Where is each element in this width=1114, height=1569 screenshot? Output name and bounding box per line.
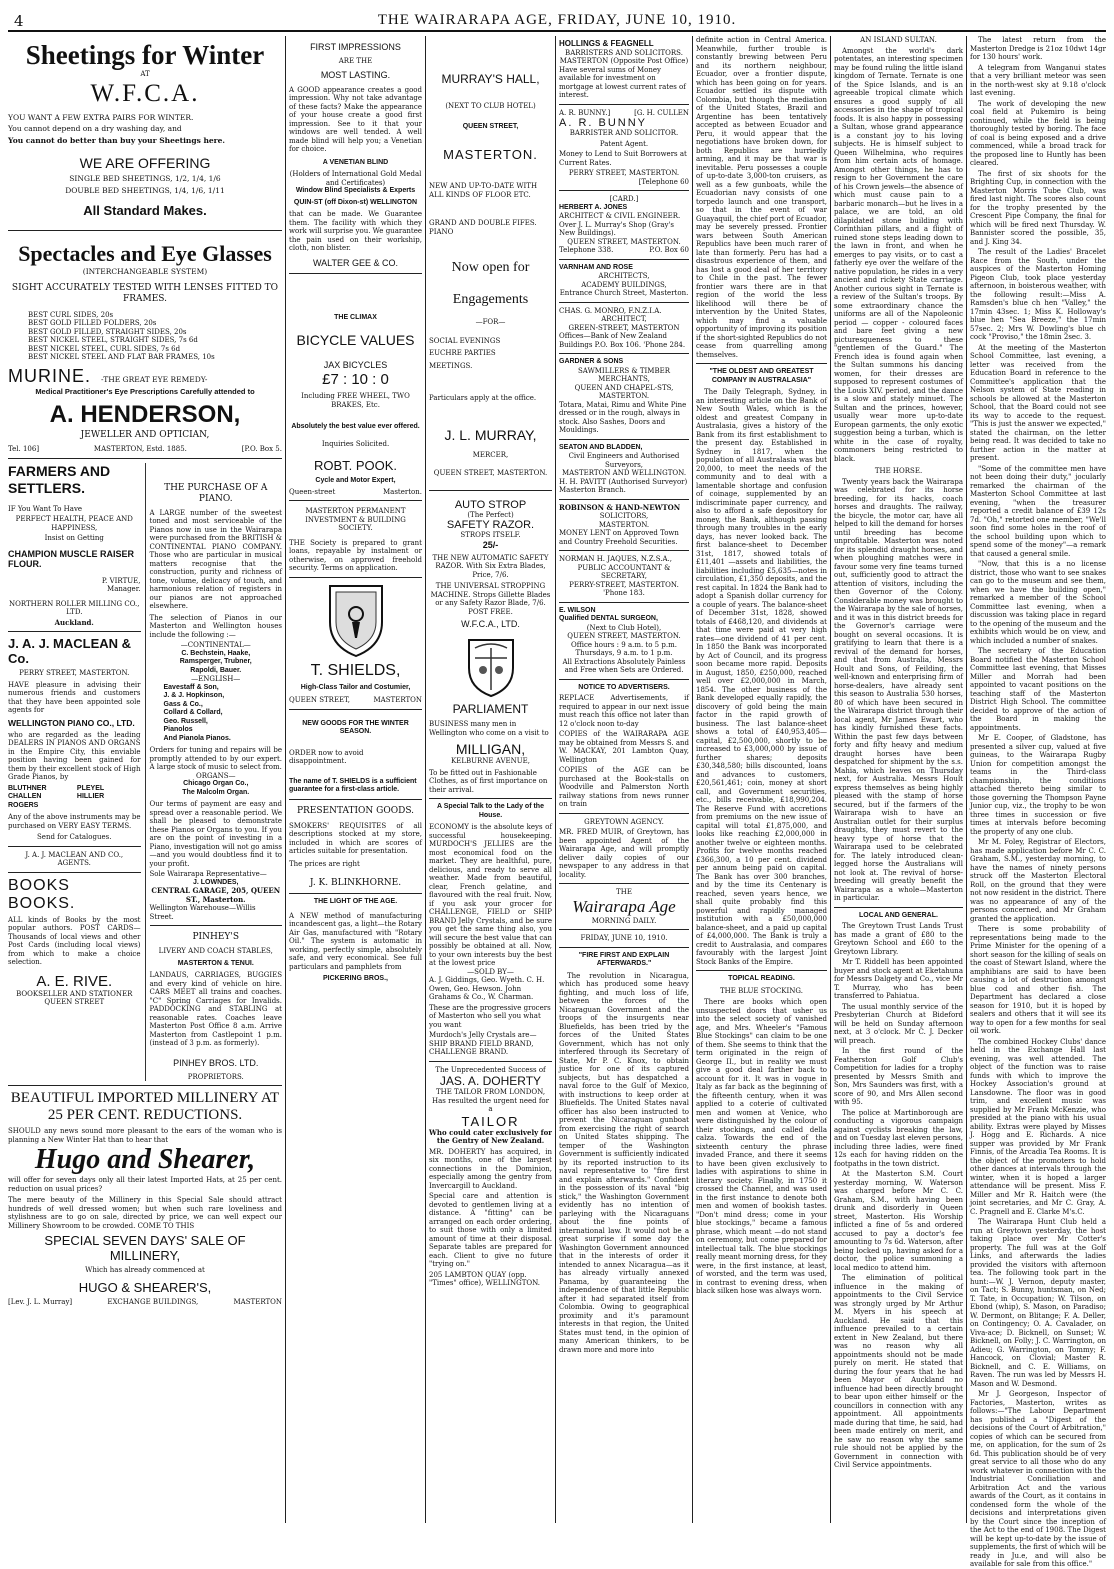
ad-text: (NEXT TO CLUB HOTEL) [445, 102, 536, 110]
ad-text: AT [140, 70, 150, 78]
column-rule [830, 36, 831, 1523]
ad-text: Wellington Warehouse—Willis Street. [149, 904, 256, 921]
ad-text: A GOOD appearance creates a good impression. Why not take advantage of these facts? Make the appearance of your house create a good first impression. See to it that your windows are well tended. A well made blind will help you; a Venetian for choice. [289, 85, 422, 153]
ad-text: Medical Practitioner's Eye Prescriptions Carefully attended to [35, 386, 255, 396]
column-rule [692, 36, 693, 1523]
ad-text: QUEEN STREET, MASTERTON. [567, 237, 681, 246]
ad-text: MASTERTON. [598, 520, 650, 529]
ad-text: PERRY STREET, MASTERTON. [19, 669, 130, 677]
article-text: Amongst the world's dark potentates, an interesting specimen may be found ruling the little island kingdom of Ternate. Ternate is one of the Spice Islands, and is an agreeable tropical climate which ensures a good supply of all accessories in the shape of tropical foods. It is also happy in possessing a Sultan, whose grand appearance is a constant joy to his loving subjects. He is himself subject to Queen Wilhelmina, who requires from him certain acts of homage. Amongst other things, he has to resign to her Government the care of his Crown jewels—the absence of which must cause pain to a barbaric monarch—but he lives in a palace, we are told, an old dilapidated stone building with Corinthian pillars, and a flight of ruined stone steps leading down to the lawn in front, and when he emerges to pay visits, or to cast a fatherly eye over the welfare of the native population, he rides in a very ancient and rickety State carriage. Another curious sight in Ternate is a review of the Sultan's troops. By some extraordinary chance the uniforms are all of the Napoleonic period — copper - coloured faces and bare feet giving a new picturesqueness to these "gentlemen of the Guard." The French idea is found again when the Sultan summons his dancing women, for their dresses are supposed to represent costumes of the Louis XIV. period, and the dance is a slow and stately minuet. The Sultan and the princes, however, usually wear more up-to-date European garments, the only exotic suggestion being a turban, which is white in the case of royalty, commoners being restricted to black. [834, 46, 963, 463]
ad-text: Eavestaff & Son, [163, 683, 219, 691]
column-6 [834, 36, 963, 1525]
ad-heading: JAS. A. DOHERTY [439, 1074, 542, 1088]
ad-heading: HOLLINGS & FEAGNELL [559, 39, 654, 48]
ad-text: CENTRAL GARAGE, 205, QUEEN ST., Masterton. [151, 886, 281, 904]
ad-text: SOCIAL EVENINGS [429, 336, 501, 345]
article-headline: AN ISLAND SULTAN. [860, 36, 937, 44]
ad-text: —SOLD BY— [467, 967, 514, 976]
ad-text: [G. H. CULLEN [634, 108, 689, 117]
ad-text: THE NEW AUTOMATIC SAFETY RAZOR. With Six Extra Blades, Price, 7/6. [432, 553, 549, 579]
ad-text: BARRISTERS AND SOLICITORS. [565, 48, 683, 57]
article-text: definite action in Central America. Meanwhile, further trouble is constantly brewing between Peru and its northern neighbour, Ecuador, over a frontier dispute, which has been going on for years. Ecuador settled its dispute with Colombia, but though the mediation of the United States, Brazil and Argentine has been tentatively accepted as between Ecuador and Peru, it would appear that the negotiations have broken down, for both Republics are hurriedly arming, and it may be that war is inevitable. Peru possesses a couple of up-to-date 3,000-ton cruisers, as well as a few gunboats, while the Ecuadorian navy consists of one torpedo launch and one transport, so that in the event of war Guayaquil, the chief port of Ecuador, may be severely pressed. Frontier wars between South American Republics have been much rarer of late than formerly. Peru has had a disastrous experience of them, and has lost a good deal of her territory to Chile in the past. The fewer frontier wars there are in that region of the world the less likelihood will there be of intervention by the United States, which may find a valuable opportunity of improving its position if the short-sighted Republics do not cease from quarrelling among themselves. [696, 36, 827, 359]
ad-text: Have several sums of Money available for investment on mortgage at lowest current rates of interest. [559, 65, 686, 99]
ad-text: The name of T. SHIELDS is a sufficient guarantee for a first-class article. [289, 777, 417, 793]
ad-heading: ROBT. POOK. [313, 458, 398, 473]
ad-heading: E. WILSON [559, 606, 596, 614]
ad-text: Queen-street [289, 487, 336, 496]
ad-text: [Lev. J. L. Murray] [8, 1297, 73, 1306]
article-text: There are books which open unsuspected doors that usher us into the select society of vanished age, and Mrs. Wheeler's "Famous Blue Stockings" can claim to be one of them. She seems to think that the term originated in the reign of George II., but in reality we must give a good deal farther back to account for it. It was in vogue in Italy as far back as the beginning of the fifteenth century, when it was applied to a coterie of cultivated men and women at Venice, who were distinguished by the colour of their stockings, and called della calza. Towards the end of the sixteenth century the phrase invaded France, and there it seems to have been given exclusively to ladies with aspirations to shine in literary society. Finally, in 1750 it crossed the Channel, and was used in the first instance to denote both men and women of bookish tastes. "Don't mind dress; come in your blue stockings," became a famous phrase, which meant —do not stand on ceremony, but come prepared for intellectual talk. The blue stockings really meant morning dress, for they were, in the first instance, at least, of worsted, and the term was used, in contrast to evening dress, when black silken hose was always worn. [696, 998, 827, 1295]
brand-list [8, 785, 141, 811]
ad-text: Murdoch's Jelly Crystals are—SHIP BRAND FIELD BRAND, CHALLENGE BRAND. [429, 1031, 537, 1056]
ad-text: The Unprecedented Success of [435, 1065, 546, 1074]
ad-text: HAVE pleasure in advising their numerous friends and customers that they have been appointed sole agents for [8, 680, 141, 714]
ad-heading: A. E. RIVE. [36, 972, 113, 990]
ad-text: [P.O. Box 5. [241, 445, 282, 453]
ad-text: P.O. Box 60 [649, 246, 689, 254]
ad-text: ACADEMY BUILDINGS, [581, 280, 667, 289]
ad-text: SAWMILLERS & TIMBER MERCHANTS, [578, 366, 670, 383]
ad-heading: W.F.C.A., LTD. [461, 619, 520, 629]
ad-heading: FIRST IMPRESSIONS [310, 42, 401, 52]
ad-heading: MURRAY'S HALL, [441, 72, 540, 86]
murine-brand: MURINE. [8, 365, 91, 386]
ad-text: J. A. J. MACLEAN AND CO., AGENTS. [25, 850, 124, 867]
ad-text: Manager. [107, 585, 141, 593]
ad-text: that can be made. We Guarantee them. The facility with which they work will surprise you. We guarantee the pain used on their workship, cloth, non blister. [289, 210, 422, 252]
ad-text: The prices are right [289, 859, 360, 868]
article-text: The result of the Ladies' Bracelet Race from the South, under the auspices of the Masterton Homing Pigeon Club, took place yesterday afternoon, in boisterous weather, with the following result:—Miss A. Ramsden's blue ch hen "Valley," the 17min 43sec. 1; Miss K. Holloway's blue hen "Sea Breeze," the 17min 57sec. 2; Mrs W. Dowling's blue ch cock "Proviso," the 18min 2sec. 3. [970, 248, 1106, 341]
ad-text: PICKERING BROS., [323, 975, 388, 982]
ad-text: MR. FRED MUIR, of Greytown, has been appointed Agent of the Wairarapa Age, and will promptly deliver daily copies of our newspaper to any address in that locality. [559, 828, 689, 879]
article-text: Mr M. Foley, Registrar of Electors, has made application before Mr C. C. Graham, S.M., yesterday morning, to have the names of ninety persons struck off the Masterton Electoral Roll, on the ground that they were not now resident in the district. There was no appearance of any of the persons concerned, and Mr Graham granted the application. [970, 838, 1106, 923]
piano-ad [150, 463, 283, 1082]
ad-text: Chicago Organ Co., [183, 780, 249, 787]
ad-text: SINGLE BED SHEETINGS, 1/2, 1/4, 1/6 [69, 174, 221, 183]
ad-text: Auckland. [54, 617, 94, 627]
ad-text: Civil Engineers and Authorised Surveyors, [568, 452, 680, 469]
ad-text: Gass & Co., [163, 700, 203, 708]
ad-text: Qualified DENTAL SURGEON, [559, 615, 658, 622]
article-text: The Daily Telegraph, Sydney, in an interesting article on the Bank of New South Wales, which is the oldest and greatest Company in Australasia, gives a history of the Bank from its first establishment to the present day. Established in Sydney in 1817, when the population of all Australasia was but 20,000, to meet the needs of the community and to deal with a lamentable shortage and confusion of coinage, supplemented by an indiscriminate paper currency, and also to afford a safe depository for money, the Bank, although passing through many troubles in the early days, has never looked back. The first balance-sheet to December 31st, 1817, showed totals of £11,401 —assets and liabilities, the liabilities including £5,635—notes in circulation, £1,350 deposits, and the rest capital. In 1824 the Bank had to adopt a Spanish dollar currency for a couple of years. The balance-sheet of December 31st, 1828, showed totals of £468,120, and dividends at that time were paid at very high rates—one dividend of 41 per cent. In 1850 the Bank was incorporated by Act of Council, and its progress soon became more rapid. Deposits in August, 1850, £250,000, reached well over £2,000,000 in March, 1854. The other business of the Bank developed equally rapidly, the discovery of gold being the main factor in the rapid growth of business. The last balance-sheet shows a total of £40,953,405—capital, £2,500,000, shortly to be increased to £3,000,000 by issue of further shares; deposits £30,348,580; bills discounted, loans and advances to customers, £20,561,461; coin, money at short call, and Government securities, etc., bills receivable, £18,990,204. The Reserve Fund with accretions from premiums on the new issue of capital will total £1,875,000, and looks like reaching £2,000,000 in another twelve or eighteen months. Profits for twelve months reached £366,300, a 10 per cent. dividend per annum being paid on capital. The Bank has over 300 branches, and by the time its Centenary is reached, seven years hence, we shall quite probably find this powerful and rapidly managed institution with a £50,000,000 balance-sheet, and a paid up capital of £4,000,000. The Bank is truly a credit to Australasia, and compares favourably with the largest Joint Stock Banks of the Empire. [696, 388, 827, 966]
ad-text: Geo. Russell, [163, 717, 208, 725]
ad-text: ARCHITECT & CIVIL ENGINEER. [559, 212, 681, 220]
ad-text: EUCHRE PARTIES [429, 349, 496, 357]
section-heading: LOCAL AND GENERAL. [859, 911, 938, 919]
ad-heading: PINHEY'S [192, 932, 239, 942]
ad-text: J. & J. Hopkinson, [163, 692, 225, 699]
column-rule [425, 36, 426, 1523]
ad-text: SOLICITORS, [599, 512, 649, 520]
ad-text: Office hours : 9 a.m. to 5 p.m. Thursdays, 9 a.m. to 1 p.m. [571, 640, 677, 657]
ad-text: A. R. BUNNY.] [559, 108, 611, 117]
ad-text: NEW AND UP-TO-DATE WITH ALL KINDS OF FLOOR ETC. [429, 182, 538, 199]
ad-heading: WE ARE OFFERING [79, 155, 211, 171]
article-text: The revolution in Nicaragua, which has produced some heavy fighting, and much loss of life, between the forces of the Nicaraguan Government and the troops of the insurgents near Bluefields, has been tried by the forces of the United States Government, which has not only interfered through its Secretary of State, Mr P. C. Knox, to obtain justice for one of its captured subjects, but has despatched a naval force to the Gulf of Mexico, with instructions to keep order at Bluefields. The United States naval officer has also been instructed to prevent the Nicaraguan gunboat from exercising the right of search on United States shipping. The temper of the Washington Government is sufficiently indicated by its reported instruction to its naval representative to "fire first and explain afterwards." Confident in the possession of its naval "big stick," the Washington Government evidently has no intention of parleying with the Nicaraguans about the fine points of international law. It would not be a great surprise if some day the Washington Government announced that in the interests of order it intended to annex Nicaragua—as it has already virtually annexed Panama, by guaranteeing the independence of that little Republic after it had separated itself from Colombia. Owing to geographical proximity and it's paramount interests in that region, the United States must tend, in the opinion of many American thinkers, to be drawn more and more into [559, 971, 689, 1354]
ad-text: MORNING DAILY. [591, 916, 657, 925]
newspaper-title: THE WAIRARAPA AGE, FRIDAY, JUNE 10, 1910. [377, 12, 737, 28]
ad-text: KELBURNE AVENUE, [451, 757, 530, 765]
ad-text: MASTERTON, Estd. 1885. [93, 445, 187, 453]
ad-text: QUEEN STREET, MASTERTON. [567, 632, 681, 640]
ad-text: PERFECT HEALTH, PEACE AND HAPPINESS, [15, 515, 133, 532]
ad-text: Rapoldi, Bauer. [190, 666, 242, 674]
ad-text: Window Blind Specialists & Experts [295, 187, 416, 194]
ad-heading: Engagements [452, 292, 529, 307]
ad-text: NORTHERN ROLLER MILLING CO., LTD. [9, 599, 140, 616]
ad-text: PROPRIETORS. [187, 1072, 244, 1081]
ad-text: SIGHT ACCURATELY TESTED WITH LENSES FITTED TO FRAMES. [11, 282, 279, 304]
ad-text: A NEW method of manufacturing incandescent gas, a light—the Rotary Air Gas, manufactured with "Rotary Oil." The system is automatic in working, perfectly simple, absolutely safe, and very economical. See full particulars and pamphlets from [289, 911, 423, 971]
ad-text: GREEN-STREET, MASTERTON [568, 323, 680, 332]
ad-text: (Holders of International Gold Medal and Certificates) [289, 170, 422, 187]
price-item: BEST GOLD FILLED, STRAIGHT SIDES, 20s [28, 327, 187, 336]
article-text: The combined Hockey Clubs' dance held in the Exchange Hall last evening, was well attended. The object of the function was to raise funds with which to improve the Hockey Association's ground at Lansdowne. The floor was in good trim, and excellent music was supplied by Mr Frank McKenzie, who presided at the piano with his usual ability. Extras were played by Misses J. Hogg and E. Richards. A nice supper was provided by Mr Frank Finnis, of the Arcadia Tea Rooms. It is the object of the promoters to hold other dances at intervals through the winter, when it is hoped a larger attendance will be present. Miss F. Miller and Mr R. Haitch were (the joint secretaries, and Mr C. Gray, A. C. Pragnell and E. Clarke M's.C. [970, 1037, 1106, 1216]
razor-price: 25/- [482, 539, 499, 550]
ad-heading: BICYCLE VALUES [296, 332, 415, 348]
henderson-name: A. HENDERSON, [49, 401, 241, 428]
page-number: 4 [14, 12, 24, 30]
ad-text: ORGANS— [195, 771, 236, 780]
price-item: BEST NICKEL STEEL AND FLAT BAR FRAMES, 10s [28, 353, 215, 361]
ad-heading: NORMAN H. JAQUES, N.Z.S.A., [559, 555, 673, 563]
ad-text: (The Perfect) [467, 510, 514, 519]
ad-text: BARRISTER AND SOLICITOR. [569, 129, 679, 137]
ad-heading: J. K. BLINKHORNE. [309, 878, 402, 888]
ad-text: JAX BICYCLES [323, 360, 388, 370]
ad-text: QUEEN STREET, [289, 696, 351, 704]
article-text: The secretary of the Education Board notified the Masterton School Committee last evening, that Misses Miller and Morrah had been appointed to vacant positions on the teaching staff of the Masterton District High School. The committee decided to approve of the action of the Board in making the appointments. [970, 647, 1106, 732]
ad-text: Any of the above instruments may be purchased on VERY EASY TERMS. [8, 813, 141, 830]
article-text: The police at Martinborough are conducting a vigorous campaign against cyclists breaking the law, and on Tuesday last eleven persons, including three ladies, were fined 12s each for having ridden on the footpaths in the town district. [834, 1108, 963, 1168]
price-list [28, 311, 282, 362]
ad-text: BOOKSELLER AND STATIONER QUEEN STREET [16, 989, 133, 1006]
ad-text: Masterton. [383, 487, 422, 496]
ad-text: QUEEN STREET, [462, 122, 519, 130]
shield-crest-icon [326, 582, 386, 658]
price-item: BEST NICKEL STEEL, CURL SIDES, 7s 6d [28, 344, 181, 353]
ad-text: 205 LAMBTON QUAY (opp. "Times" office), WELLINGTON. [429, 1270, 541, 1287]
ad-text: LIVERY AND COACH STABLES, [158, 947, 273, 955]
ad-heading: TAILOR [461, 1113, 520, 1129]
ad-text: A VENETIAN BLIND [322, 158, 389, 166]
column-3 [429, 36, 552, 1525]
ad-text: IF You Want To Have [8, 504, 83, 513]
ad-text: PERRY-STREET, MASTERTON. [569, 580, 679, 589]
ad-heading: FARMERS AND SETTLERS. [8, 462, 111, 496]
ad-text: QUEEN AND CHAPEL-STS, MASTERTON. [574, 383, 674, 400]
ad-text: [CARD.] [609, 195, 639, 203]
ad-text: THE CLIMAX [334, 313, 377, 321]
ad-text: REPLACE Advertisements, if required to appear in our next issue must reach this office not later than 12 o'clock noon to-day [559, 694, 689, 728]
ad-heading: AUTO STROP [454, 498, 527, 511]
brand-name: CHALLEN [8, 793, 42, 800]
ad-heading: SEATON AND BLADDEN, [559, 443, 643, 451]
article-text: Mr E. Cooper, of Gladstone, has presented a silver cup, valued at five guineas, to the Wairarapa Rugby Union for competition amongst the teams in the Third-class championship, the conditions attached thereto being similar to those governing the Thompson Payne Junior cup, viz., the trophy to be won three times in succession or five times at intervals before becoming the property of any one club. [970, 734, 1106, 836]
ad-text: SMOKERS' REQUISITES of all descriptions stocked at my store, included in which are scores of articles suitable for presentation. [289, 821, 422, 855]
ad-text: SHOULD any news sound more pleasant to the ears of the woman who is planning a New Winter Hat than to hear that [8, 1127, 282, 1144]
column-rule [966, 36, 967, 1523]
ad-heading: HERBERT A. JONES [559, 203, 628, 211]
editorial-masthead: Wairarapa Age [572, 896, 676, 916]
wfca-logo: W.F.C.A. [90, 79, 200, 107]
ad-heading: PRESENTATION GOODS. [296, 805, 415, 816]
ad-text: YOU WANT A FEW EXTRA PAIRS FOR WINTER. [8, 112, 194, 122]
ad-text: Insist on Getting [44, 534, 104, 542]
article-text: The Wairarapa Hunt Club held a run at Greytown yesterday, the host taking place over Mr Cotter's property. The full was at the Golf Links, and afterwards the ladies provided the visitors with afternoon tea. The following took part in the hunt:—W. J. Vernon, deputy master, on Tact; S. Bunny, huntsman, on Ned; T. Tate, in Occupation; W. Tilson, on Ebond (whip), S. Mason, on Paradiso; W. Dermont, on Blitange; F. A. Deller, on Contingency; O. A. Cavalader, on Viva-ace; D. Bicknell, on Sunset; W. Bicknell, on Folly; J. C. Warrington, on Adieu; G. Warrington, on Tommy; F. Hancock, on Clovial; Master R. Bicknell, and C. E. Williams, on Raven. The run was led by Messrs H. Mason and W. Desmond. [970, 1218, 1106, 1388]
ad-text: GRAND AND DOUBLE FIFES. PIANO [429, 219, 537, 236]
article-text: The elimination of political influence in the making of appointments to the Civil Service was strongly urged by Mr Arthur M. Myers in his speech at Auckland. He said that this influence prevailed to a certain extent in New Zealand, but there was no reason why all appointments should not be made purely on merit. He stated that during the four years that he had been Mayor of Auckland no influence had been directly brought to bear upon either himself or the councillors in connection with any appointment. All appointments made during that time, he said, had been made entirely on merit, and he saw no reason why the same rule should not be applied by the Government in connection with Civil Service appointments. [834, 1274, 963, 1469]
article-text: At the meeting of the Masterton School Committee, last evening, a letter was received from the Education Board in reference to the Committee's application that the Nelson system of State reading in schools be allowed at the Masterton School, that the Board could not see its way to accede to the request. "This is just the answer we expected," stated the chairman, on the letter being read. It was decided to take no further action in the matter at present. [970, 343, 1106, 462]
article-text: The work of developing the new coal field at Pukemiro is being continued, while the field is being thoroughly tested by boring. The face of coal is being exposed and a drive commenced, while a broad track for the proposed line to Huntly has been cleared. [970, 99, 1106, 167]
ad-text: P. VIRTUE, [101, 576, 141, 585]
ad-text: THE TAILOR FROM LONDON, [435, 1088, 546, 1096]
ad-text: BUSINESS many men in Wellington who come on a visit to [429, 720, 549, 737]
ad-heading: T. SHIELDS, [310, 661, 401, 679]
ad-text: Telephone 338. [559, 246, 614, 254]
ad-heading: PINHEY BROS. LTD. [173, 1057, 259, 1068]
ad-heading: ROBINSON & HAND-NEWTON [559, 502, 681, 512]
ad-text: Absolutely the best value ever offered. [291, 423, 420, 430]
ad-text: Offices—Bank of New Zealand Buildings P.O. Box 106. 'Phone 284. [559, 332, 686, 349]
ad-text: THE [616, 888, 632, 896]
brand-name: BLUTHNER [8, 784, 47, 792]
ad-text: The mere beauty of the Millinery in this Special Sale should attract hundreds of well dressed women; but when such rare loveliness and stylishness are to go on sale, directed by price, we can well expect our Millinery Showroom to be crowded. COME TO THIS [8, 1196, 282, 1230]
ad-text: High-Class Tailor and Costumier, [300, 683, 411, 691]
ad-text: COPIES of the WAIRARAPA AGE may be obtained from Messrs S. and W. MACKAY, 201 Lambton Quay, Wellington [559, 730, 689, 764]
ad-text: J. LOWNDES, [192, 878, 239, 886]
section-heading: TOPICAL READING. [728, 975, 795, 982]
ad-text: QUIN-ST (off Dixon-st) WELLINGTON [293, 198, 418, 206]
ad-text: ORDER now to avoid disappointment. [289, 748, 364, 765]
ad-text: ARCHITECTS, [598, 272, 650, 280]
ad-text: A. J. Giddings, Geo. Wyeth. C. H. Owen, Geo. Hewson. John Grahams & Co., W. Charman. [429, 976, 545, 1001]
ad-text: Which has already commenced at [85, 1266, 205, 1274]
ad-text: C. Bechstein, Haake, [181, 649, 251, 657]
ad-text: NEW GOODS FOR THE WINTER SEASON. [302, 719, 409, 735]
ad-heading: SAFETY RAZOR. [446, 519, 535, 531]
ad-text: PUBLIC ACCOUNTANT & SECRETARY, [577, 563, 671, 580]
ad-text: 'Phone 183. [603, 589, 645, 597]
ad-heading: VARNHAM AND ROSE [559, 263, 633, 271]
ad-heading: All Standard Makes. [83, 203, 207, 218]
ad-heading: PARLIAMENT [452, 702, 529, 716]
article-text: At the Masterton S.M. Court yesterday morning, W. Waterson was charged before Mr C. C. Graham, S.M., with having been drunk and disorderly in Queen street, Masterton. His Worship inflicted a fine of 5s and ordered accused to pay a doctor's fee amounting to 7s 6d. Waterson, after being locked up, having asked for a doctor, the police summoning a local medico to attend him. [834, 1170, 963, 1272]
ad-text: ALL kinds of Books by the most popular authors. POST CARDS—Thousands of local views and other Post Cards (including local views) from which to make a choice selection. [8, 915, 141, 966]
section-heading: GREYTOWN AGENCY. [584, 817, 664, 826]
ad-heading: WELLINGTON PIANO CO., LTD. [8, 717, 135, 728]
ad-heading: SPECIAL SEVEN DAYS' SALE OF MILLINERY, [44, 1233, 246, 1263]
ad-text: MASTERTON AND WELLINGTON. [561, 469, 687, 477]
ad-heading: MOST LASTING. [320, 69, 391, 80]
article-text: In the first round of the Featherston Golf Club's Competition for ladies for a trophy presented by Messrs Smith and Son, Mrs Saunders was first, with a score of 90, and Mrs Allen second with 95. [834, 1047, 963, 1106]
column-rule [285, 36, 286, 1523]
ad-text: Particulars apply at the office. [429, 394, 537, 402]
ad-text: Who could cater exclusively for the Gentry of New Zealand. [429, 1127, 552, 1145]
ad-text: These are the progressive grocers of Masterton who sell you what you want [429, 1003, 551, 1029]
ad-text: Has resulted the urgent need for a [432, 1096, 549, 1113]
ad-heading: CHAS. G. MONRO, F.N.Z.I.A. [559, 306, 662, 315]
ad-text: —FOR— [475, 318, 506, 326]
ad-text: Collard & Collard, [163, 709, 223, 716]
column-1 [8, 36, 282, 1525]
column-5 [696, 36, 827, 1525]
ad-text: Money to Lend to Suit Borrowers at Current Rates. [559, 150, 687, 167]
article-text: There is some probability of representations being made to the Prime Minister for the opening of a short season for the killing of seals on the coast of Stewart Island, where the amphibians are said to have been causing a lot of destruction amongst blue cod and other fish. The Department has declared a close season for 1910, but it is hoped by sealers and others that it will see its way to open for a few months for seal oil work. [970, 925, 1106, 1035]
ad-heading: J. A. J. MACLEAN & Co. [8, 636, 132, 666]
ad-text: MERCER, [472, 450, 509, 459]
ad-text: Special care and attention is devoted to gentlemen living at a distance. A "fitting" can be arranged on each order ordering, to suit those with only a limited amount of time at their disposal. Separate tables are prepared for each. Client to give no future "trying on." [429, 1192, 552, 1268]
ad-text: -THE GREAT EYE REMEDY- [101, 374, 208, 384]
article-text: Mr T. Riddell has been appointed buyer and stock agent at Eketahuna for Messrs Dalgety and Co., vice Mr T. Murray, who has been transferred to Pahiatua. [834, 958, 963, 1000]
column-4 [559, 36, 689, 1525]
ad-text: DOUBLE BED SHEETINGS, 1/4, 1/6, 1/11 [65, 185, 225, 195]
ad-text: JEWELLER AND OPTICIAN, [80, 430, 210, 440]
hugo-shearer-heading: Hugo and Shearer, [34, 1144, 256, 1175]
article-text: The latest return from the Masterton Dredge is 21oz 10dwt 14gr for 130 hours' work. [970, 36, 1106, 61]
article-text: Twenty years back the Wairarapa was celebrated for its horse breeding, for its hacks, coach horses and draughts. The railway, the bicycle, the motor car, have all helped to kill the demand for horses until breeding has become unprofitable. Masterton was noted for its splendid draught horses, and when ploughing matches were in favour some very fine teams turned out, sufficiently good to attract the attention of visitors, including the then Governor of the Colony. Considerable money was brought to the Wairarapa by the sale of horses, and it was in this district breeds for the Governor's carriage were bought on several occasions. It is gratifying to learn that there is a revival of the demand for horses, and that from Australia, Messrs Hoult and Sons, of Feilding, the well-known and enterprising firm of horse-dealers, have already sent this season to Australia 530 horses, 80 of which have been secured in the Wairarapa district through their local agent, Mr James Ewart, who has kindly furnished these facts. Within the past few days between forty and fifty heavy and medium draught horses have been despatched for shipment by the s.s. Mahia, which leaves on Thursday next, for Australia. Messrs Hoult express themselves as being highly pleased with the stamp of horse secured, but if the farmers of the Wairarapa wish to have an Australian outlet for their surplus draughts, they must revert to the heavy type of horse that the Wairarapa used to be celebrated for. The lately introduced clean-legged horse the Australians will not look at. The revival of horse-breeding will greatly benefit the Wairarapa as a whole—Masterton in particular. [834, 477, 963, 902]
ad-text: Cycle and Motor Expert, [315, 477, 396, 484]
ad-text: MASTERTON PERMANENT INVESTMENT & BUILDING SOCIETY. [305, 507, 406, 532]
ad-heading: THE PURCHASE OF A PIANO. [164, 482, 268, 504]
ad-text: MONEY LENT on Approved Town and Country Freehold Securities. [559, 529, 679, 546]
coat-of-arms-icon [461, 634, 521, 698]
ad-text: The selection of Pianos in our Masterton and Wellington houses include the following :— [149, 613, 282, 639]
ad-text: Including FREE WHEEL, TWO BRAKES, Etc. [301, 392, 410, 409]
ad-text: And Pianola Pianos. [163, 734, 231, 742]
article-headline: "THE OLDEST AND GREATEST COMPANY IN AUSTRALASIA" [709, 368, 814, 384]
article-headline: THE HORSE. [874, 467, 923, 475]
ad-heading: GARDNER & SONS [559, 358, 624, 365]
ad-text: Send for Catalogues. [37, 833, 112, 841]
ad-text: (Next to Club Hotel), [586, 623, 662, 632]
ad-text: THE Society is prepared to grant loans, repayable by instalment or otherwise, on approved freehold security. Terms on application. [289, 538, 422, 572]
ad-text: The Malcolm Organ. [182, 788, 250, 796]
ad-text: LANDAUS, CARRIAGES, BUGGIES and every kind of vehicle on hire. CARS MEET all trains and coaches. "C" Spring Carriages for Invalids. PADDOCKING and STABLING at reasonable rates. Coaches leave Masterton Post Office 8 a.m. Arrive Masterton from Castlepoint 1 p.m. (instead of 3 p.m. as formerly). [149, 971, 282, 1047]
ad-text: Patent Agent. [599, 139, 649, 148]
article-text: Mr J. Georgeson, Inspector of Factories, Masterton, writes as follows:—"The Labour Department has published a "Digest of the decisions of the Court of Arbitration," copies of which can be secured from me, on application, for the sum of 2s 6d. This publication should be of very great service to all those who do any work whatever in connection with the Industrial Conciliation and Arbitration Act and the various awards of the Court, as it contains in condensed form the whole of the decisions and interpretations given by the Court since the inception of the Act to the end of 1908. The Digest will be kept up-to-date by the issue of supplements, the first of which will be ready in Ju.e, and will also be available for sale from this office." [970, 1390, 1106, 1568]
ad-text: Totara, Matai, Rimu and White Pine dressed or in the rough, always in stock. Also Sashes, Doors and Mouldings. [559, 400, 687, 434]
ad-text: QUEEN STREET, MASTERTON. [433, 469, 548, 477]
ad-heading: MILLIGAN, [455, 741, 526, 757]
ad-text: will offer for seven days only all their latest Imported Hats, at 25 per cent. reduction on usual prices? [8, 1176, 282, 1193]
editorial-date: FRIDAY, JUNE 10, 1910. [580, 934, 668, 942]
ad-text: PERRY STREET, MASTERTON. [568, 169, 680, 177]
ad-text: THE UNIVERSAL STROPPING MACHINE. Strops Gillette Blades or any Safety Razor Blade, 7/6. POST FREE. [430, 582, 551, 616]
masthead [8, 10, 1106, 32]
article-text: The first of six shoots for the Brighting Cup, in connection with the Masterton Morris Tube Club, was fired last night. The scores also count for the trophy presented by the Crescent Pipe Company, the final for which will be fired next Thursday. W. Bannister scored the possible, 35, and J. King 34. [970, 169, 1106, 246]
ad-text: MEETINGS. [429, 361, 473, 370]
ad-text: [Telephone 60 [638, 177, 689, 186]
ad-heading: Now open for [451, 260, 530, 275]
ad-text: (INTERCHANGEABLE SYSTEM) [82, 267, 208, 276]
column-7 [970, 36, 1106, 1568]
article-text: "Some of the committee men have not been doing their duty," jocularly remarked the chairman of the Masterton School Committee at last evening, "when the treasurer reported a credit balance of £39 12s 7d. "Oh," retorted one member, "We'll soon find some holes in the roof of the school building upon which to spend some of the money"—a remark that caused a general smile. [970, 464, 1106, 558]
brand-name: HILLIER [76, 793, 105, 800]
ad-text: EXCHANGE BUILDINGS, [107, 1297, 199, 1306]
ad-heading: WALTER GEE & CO. [312, 257, 398, 268]
spectacles-title: Spectacles and Eye Glasses [18, 241, 272, 266]
ad-text: COPIES of the AGE can be purchased at the Book-stalls on Woodville and Palmerston North railway stations from news runner on train [559, 766, 689, 808]
ad-text: Our terms of payment are easy and spread over a reasonable period. We shall be pleased to demonstrate these Pianos or Organs to you. If you are on the point of investing in a Piano, investigation will not go amiss—and you would doubtless find it to your profit. [149, 800, 282, 868]
ad-heading: BOOKS BOOKS. [8, 876, 76, 912]
ad-text: MASTERTON [233, 1297, 282, 1306]
farmers-ad [8, 463, 146, 1082]
ad-text: Pianolos [163, 726, 193, 733]
ad-heading: CHAMPION MUSCLE RAISER FLOUR. [8, 548, 135, 569]
price-item: BEST NICKEL STEEL, STRAIGHT SIDES, 7s 6d [28, 336, 198, 344]
brand-name: ROGERS [8, 801, 39, 809]
article-headline: "FIRE FIRST AND EXPLAIN AFTERWARDS." [578, 951, 670, 967]
ad-text: MR. DOHERTY has acquired, in six months, one of the largest connections in the Dominion, especially among the gentry from Invercargill to Auckland. [429, 1147, 552, 1190]
ad-text: You cannot depend on a dry washing day, and [8, 124, 182, 133]
ad-text: ARE THE [338, 57, 373, 65]
ad-text: You cannot do better than buy your Sheetings here. [8, 135, 226, 145]
ad-heading: A. R. BUNNY [559, 117, 648, 129]
ad-text: Orders for tuning and repairs will be promptly attended to by our expert. A large stock of music to select from. [149, 746, 282, 771]
ad-text: Tel. 106] [8, 445, 40, 453]
ad-text: A Special Talk to the Lady of the House. [437, 803, 544, 819]
ad-text: Sole Wairarapa Representative— [149, 870, 267, 878]
ad-text: Ramsperger, Trubner, [179, 658, 252, 665]
article-text: The Greytown Trust Lands Trust has made a grant of £80 to the Greytown School and £60 to the Greytown Library. [834, 922, 963, 956]
price-item: BEST CURL SIDES, 20s [28, 310, 114, 319]
ad-text: ECONOMY is the absolute keys of successful housekeeping. MURDOCH'S JELLIES are the most economical food on the market. They are healthful, pure, delicious, and ready to serve all weather. Made from beautiful, clear, French gelatine, and flavoured with the real fruit. Now, if you ask your grocer for CHALLENGE, FIELD or SHIP BRAND Jelly Crystals, and be sure you get the same thing also, you will secure the best value that can possibly be obtained at all. Now, to your own interests buy the best at the lowest price [429, 823, 552, 967]
ad-heading: HUGO & SHEARER'S, [78, 1279, 212, 1295]
ad-text: who are regarded as the leading DEALERS IN PIANOS AND ORGANS in the Empire City, this enviable position having been gained for them by their excellent stock of High Grade Pianos, by [8, 730, 141, 781]
section-heading: NOTICE TO ADVERTISERS. [578, 683, 670, 691]
article-text: The usual monthly service of the Presbyterian Church at Bideford will be held on Sunday afternoon next, at 3 o'clock. Mr C. J. Decker will preach. [834, 1002, 963, 1045]
article-text: A telegram from Wanganui states that a very brilliant meteor was seen in the north-west sky at 9.18 o'clock last evening. [970, 63, 1106, 97]
ad-heading: J. L. MURRAY, [444, 426, 537, 443]
ad-heading: MASTERTON. [443, 147, 538, 162]
ad-text: THE LIGHT OF THE AGE. [313, 898, 398, 905]
ad-text: All Extractions Absolutely Painless and Free when Sets are Ordered. [562, 657, 686, 674]
price-item: BEST GOLD FILLED FOLDERS, 20s [28, 319, 157, 327]
ad-text: —ENGLISH— [191, 675, 241, 683]
column-2 [289, 36, 422, 1525]
sheetings-title: Sheetings for Winter [25, 40, 265, 70]
ad-text: MASTERTON (Opposite Post Office) [559, 57, 689, 65]
ad-text: MASTERTON & TENUI. [177, 959, 254, 967]
ad-text: MASTERTON [373, 696, 422, 704]
millinery-heading: BEAUTIFUL IMPORTED MILLINERY AT 25 PER CENT. REDUCTIONS. [10, 1090, 280, 1123]
article-text: "Now, that this is a no license district, those who want to see snakes can go to the museum and see them, when we have the building open," remarked a member of the School Committee last evening, when a discussion was taking place in regard to the opening of the museum and the exhibits which would be on view, and which included a number of snakes. [970, 560, 1106, 645]
bicycle-price: £7 : 10 : 0 [322, 371, 389, 388]
ad-text: Inquiries Solicited. [321, 439, 390, 448]
ad-text: H. H. PAVITT (Authorised Surveyor) Masterton Branch. [559, 477, 688, 494]
ad-text: A LARGE number of the sweetest toned and most serviceable of the Pianos now in use in the Wairarapa were purchased from the BRITISH & CONTINENTAL PIANO COMPANY. Those who are particular in musical matters recognise that the construction, purity and richness of tone, volume, delicacy of touch, and harmonious relation of registers in our pianos are not approached elsewhere. [149, 508, 282, 610]
ad-text: To be fitted out in Fashionable Clothes, as of first importance on their arrival. [429, 768, 548, 794]
ad-text: Over J. L. Murray's Shop (Gray's New Buildings). [559, 220, 674, 237]
ad-text: Entrance Church Street, Masterton. [559, 289, 689, 297]
brand-name: PLEYEL [76, 784, 105, 792]
article-headline: THE BLUE STOCKING. [720, 986, 803, 995]
ad-text: —CONTINENTAL— [180, 641, 251, 649]
column-rule [555, 36, 556, 1523]
ad-text: ARCHITECT, [601, 315, 647, 323]
ad-text: STROPS ITSELF. [460, 531, 521, 539]
